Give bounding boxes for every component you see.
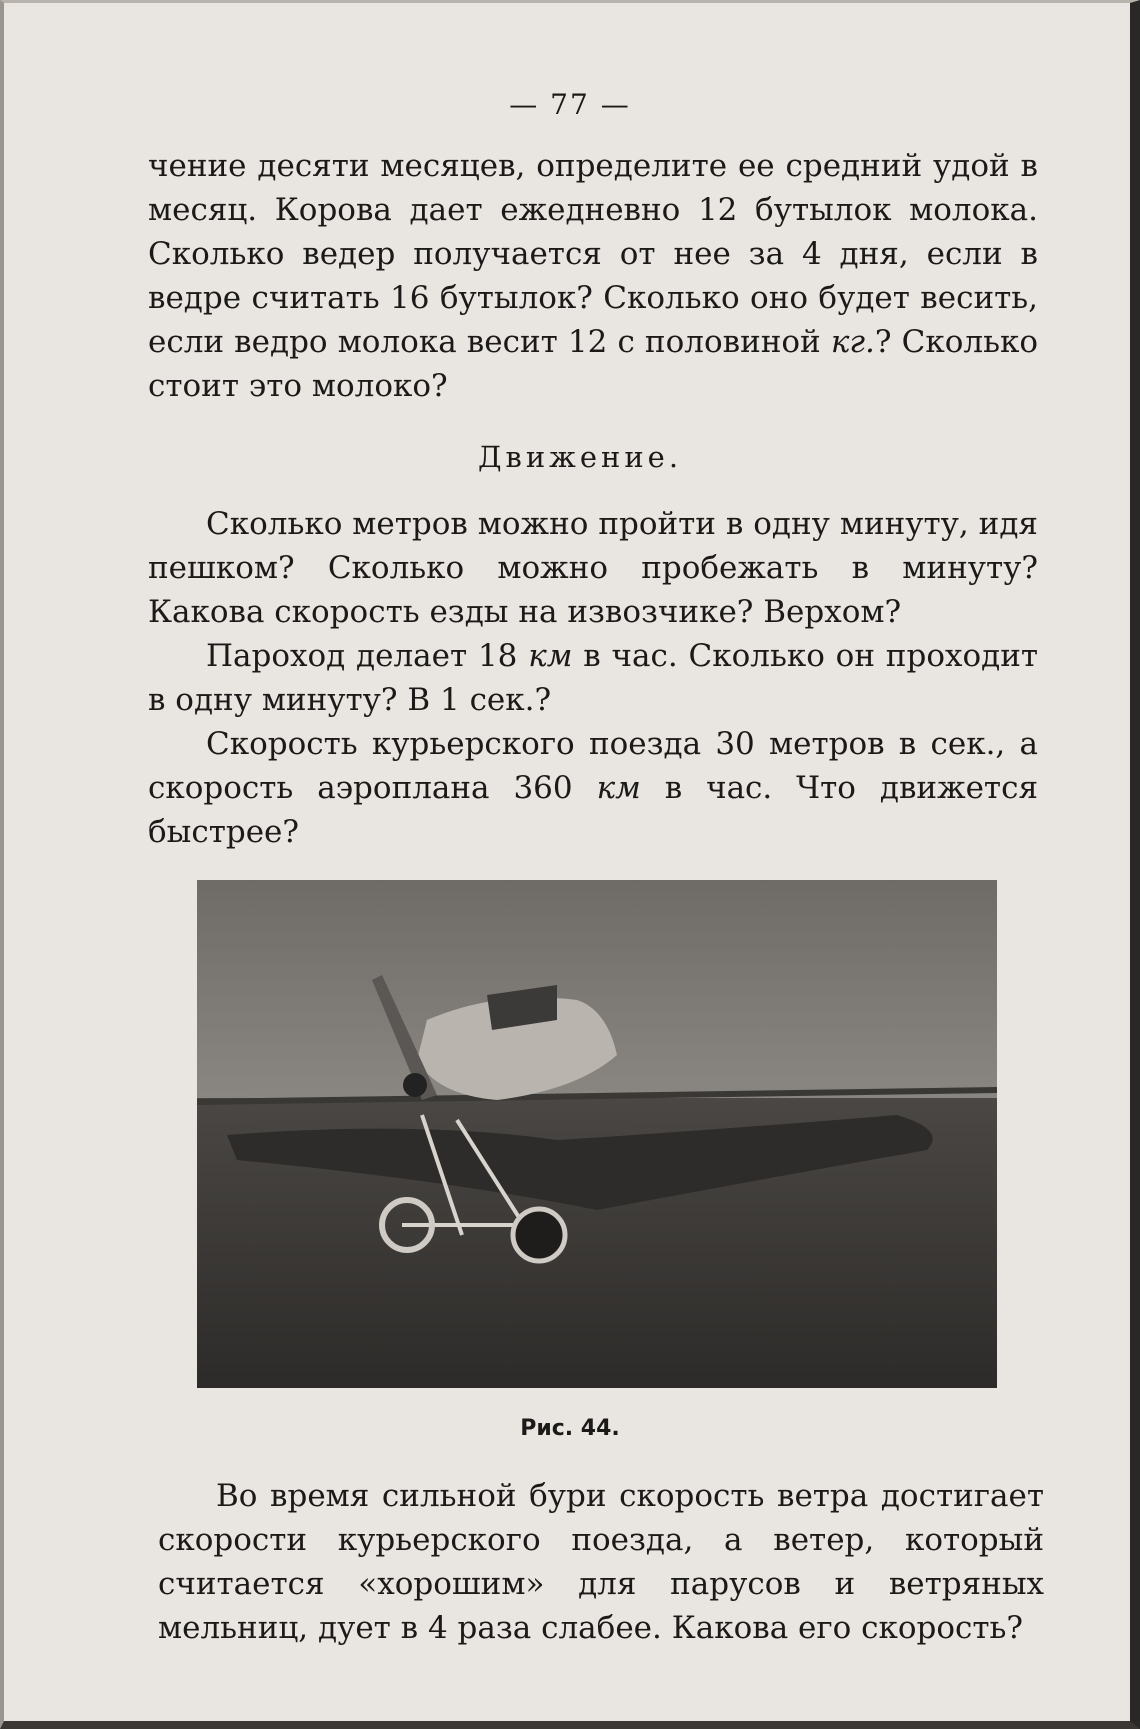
paragraph-text: Пароход делает 18 <box>206 638 518 674</box>
paragraph-text: в час. Сколько он проходит в одну минуту? В 1 сек.? <box>148 638 1039 718</box>
paragraph-train-airplane <box>148 722 1038 854</box>
paragraph-text: чение десяти месяцев, определите ее средний удой в месяц. Корова дает ежедневно 12 бутылок молока. Сколько ведер получается от нее за 4 дня, если в ведре считать 16 бутылок? Сколько оно будет весить, если ведро молока весит 12 с половиной <box>148 148 1038 360</box>
paragraph-wind: Во время сильной бури скорость ветра достигает скорости курьерского поезда, а ветер, который считается «хорошим» для парусов и ветряных мельниц, дует в 4 раза слабее. Какова его скорость? <box>158 1478 1044 1646</box>
paragraph <box>148 144 1038 408</box>
unit-km: км <box>596 770 641 806</box>
unit-km: км <box>528 638 573 674</box>
paragraph-text: Скорость курьерского поезда 30 метров в сек., а скорость аэроплана 360 <box>148 726 1038 806</box>
text-block-motion <box>148 502 1038 854</box>
text-block-wind <box>158 1474 1044 1650</box>
wheel-right <box>513 1209 565 1261</box>
text-block-milk <box>148 144 1038 408</box>
paragraph-steamer <box>148 634 1038 722</box>
airplane-illustration <box>197 880 997 1388</box>
propeller-hub <box>403 1073 427 1097</box>
paragraph-walking: Сколько метров можно пройти в одну минуту, идя пешком? Сколько можно пробежать в минуту? Какова скорость езды на извозчике? Верхом? <box>148 506 1038 630</box>
paragraph-text-tail: ? Сколько стоит это молоко? <box>148 324 1038 404</box>
paragraph-text: в час. Что движется быстрее? <box>148 770 1038 850</box>
section-heading: Движение. <box>477 440 683 474</box>
unit-kg: кг. <box>830 324 875 360</box>
airplane-photo <box>197 880 997 1388</box>
page-number: — 77 — <box>509 88 631 121</box>
figure-caption: Рис. 44. <box>520 1416 620 1441</box>
